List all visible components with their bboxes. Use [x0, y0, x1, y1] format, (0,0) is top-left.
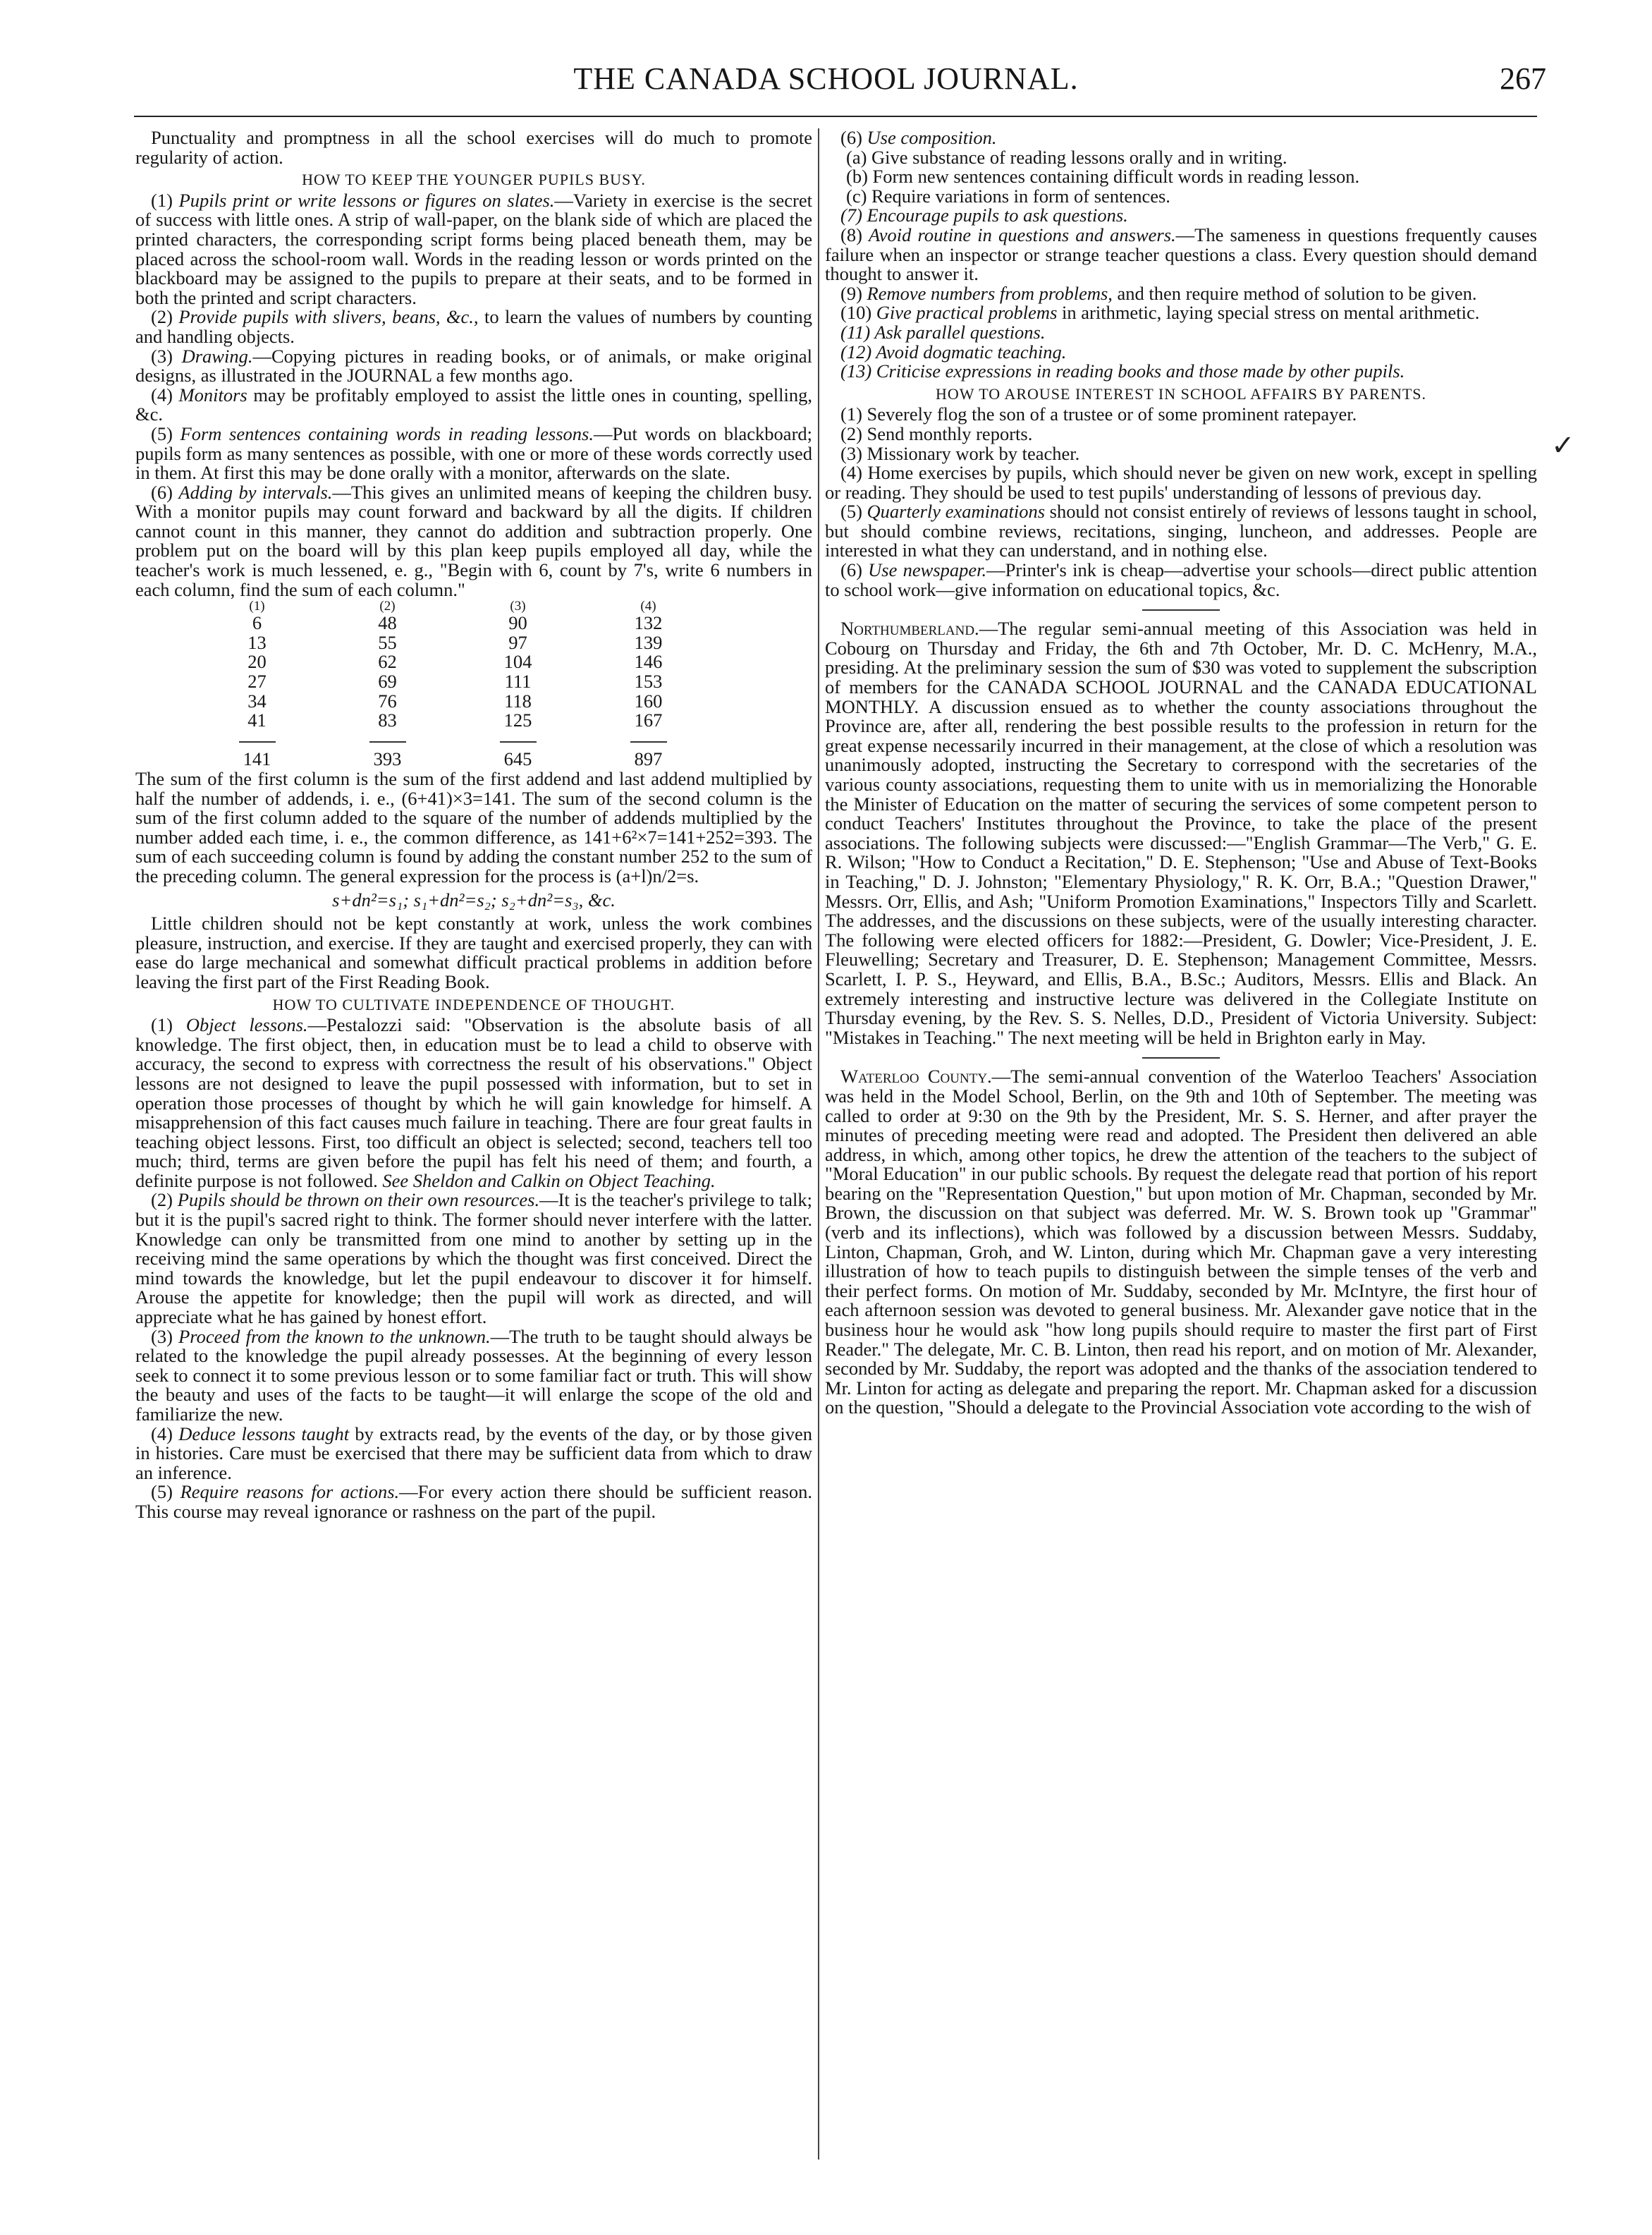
table-row: [192, 614, 714, 633]
independence-item-13: (13) Criticise expressions in reading books and those made by other pupils.: [840, 360, 1405, 382]
header-rule: [134, 116, 1537, 117]
parents-item-1: (1) Severely flog the son of a trustee or of some prominent ratepayer.: [840, 403, 1357, 425]
independence-item-7: (7) Encourage pupils to ask questions.: [840, 205, 1128, 226]
table-total-cell: 141: [243, 748, 271, 770]
parents-item-3: (3) Missionary work by teacher.: [840, 442, 1080, 464]
table-cell: 160: [634, 690, 663, 712]
independence-item-11: (11) Ask parallel questions.: [840, 321, 1046, 343]
journal-title: THE CANADA SCHOOL JOURNAL.: [573, 61, 1079, 96]
table-cell: 48: [378, 612, 397, 634]
table-cell: 20: [247, 651, 267, 673]
table-cell: 6: [252, 612, 262, 634]
independence-item-1: (1) Object lessons.—Pestalozzi said: "Observation is the absolute basis of all knowledge. The first object, then, in education must be to lead a child to observe with accuracy, the second to express with correctness the result of his observations." Object lessons are not designed to leave the pupil possessed with information, but to set in operation those processes of thought by which he will gain knowledge for himself. A misapprehension of this fact causes much failure in teaching. There are four great faults in teaching object lessons. First, too difficult an object is selected; second, teachers tell too much; third, terms are given before the pupil has felt his need of them; and fourth, a definite purpose is not followed. See Sheldon and Calkin on Object Teaching.: [135, 1014, 812, 1191]
table-row: [192, 672, 714, 692]
independence-item-6b: (b) Form new sentences containing difficult words in reading lesson.: [846, 166, 1360, 188]
table-cell: 34: [247, 690, 267, 712]
addition-table: [192, 599, 714, 769]
table-cell: 118: [504, 690, 532, 712]
table-total-cell: 393: [373, 748, 402, 770]
independence-item-9: (9) Remove numbers from problems, and then require method of solution to be given.: [840, 282, 1477, 304]
column-divider: [818, 128, 819, 2160]
waterloo-report: Waterloo County.—The semi-annual convention of the Waterloo Teachers' Association was held in the Model School, Berlin, on the 9th and 10th of September. The meeting was called to order at 9:30 on the 9th by the President, Mr. S. S. Herner, and after prayer the minutes of preceding meeting were read and adopted. The President then delivered an able address, in which, among other topics, he drew the attention of the teachers to the subject of "Moral Education" in our public schools. By request the delegate read that portion of his report bearing on the "Representation Question," but upon motion of Mr. Chapman, seconded by Mr. Brown, the discussion on that subject was deferred. Mr. W. S. Brown took up "Grammar" (verb and its inflections), which was followed by a discussion between Messrs. Suddaby, Linton, Chapman, Groh, and W. Linton, during which Mr. Chapman gave a very interesting illustration of how to teach pupils to distinguish between the simple tenses of the verb and their perfect forms. On motion of Mr. Suddaby, seconded by Mr. McIntyre, the first hour of each afternoon session was devoted to general business. Mr. Alexander gave notice that in the business hour he would ask "how long pupils should require to master the first part of First Reader." The delegate, Mr. C. B. Linton, then read his report, and on motion of Mr. Alexander, seconded by Mr. Suddaby, the report was adopted and the thanks of the association tendered to Mr. Linton for acting as delegate and preparing the report. Mr. Chapman asked for a discussion on the question, "Should a delegate to the Provincial Association vote according to the wish of: [825, 1066, 1537, 1418]
northumberland-report: Northumberland.—The regular semi-annual meeting of this Association was held in Cobourg on Thursday and Friday, the 6th and 7th October, Mr. D. C. McHenry, M.A., presiding. At the preliminary session the sum of $30 was voted to supplement the subscription of members for the CANADA SCHOOL JOURNAL and the CANADA EDUCATIONAL MONTHLY. A discussion ensued as to whether the county associations throughout the Province are, after all, rendering the best possible results to the profession in return for the great expense necessarily incurred in their management, at the close of which a resolution was unanimously adopted, instructing the Secretary to correspond with the secretaries of the various county associations, requesting them to unite with us in memorializing the Honorable the Minister of Education on the matter of securing the services of some competent person to conduct Teachers' Institutes throughout the Province, to take the place of the present associations. The following subjects were discussed:—"English Grammar—The Verb," G. E. R. Wilson; "How to Conduct a Recitation," D. E. Stephenson; "Use and Abuse of Text-Books in Teaching," D. J. Johnston; "Elementary Physiology," R. K. Orr, B.A.; "Question Drawer," Messrs. Orr, Ellis, and Ash; "Uniform Promotion Examinations," Inspectors Tilly and Scarlett. The addresses, and the discussions on these subjects, were of the usually interesting character. The following were elected officers for 1882:—President, G. Dowler; Vice-President, J. E. Fleuwelling; Secretary and Treasurer, D. E. Stephenson; Management Committee, Messrs. Scarlett, I. P. S., Heyward, and Ellis, B.A., B.Sc.; Auditors, Messrs. Ellis and Black. An extremely interesting and instructive lecture was delivered in the Collegiate Institute on Thursday evening, by the Rev. S. S. Nelles, D.D., President of Victoria University. Subject: "Mistakes in Teaching." The next meeting will be held in Brighton early in May.: [825, 618, 1537, 1048]
section-rule: [1142, 609, 1220, 611]
parents-item-4: (4) Home exercises by pupils, which should never be given on new work, except in spelling or reading. They should be used to test pupils' understanding of lessons of previous day.: [825, 462, 1537, 503]
page-header: [0, 61, 1652, 103]
table-cell: 104: [503, 651, 532, 673]
busy-item-6: (6) Adding by intervals.—This gives an unlimited means of keeping the children busy. With a monitor pupils may count forward and backward by all the digits. If children cannot count in this manner, they cannot do addition and subtraction properly. One problem put on the board will by this plan keep pupils employed all day, while the teacher's work is much lessened, e. g., "Begin with 6, count by 7's, write 6 numbers in each column, find the sum of each column.": [135, 481, 812, 600]
independence-item-3: (3) Proceed from the known to the unknown.—The truth to be taught should always be related to the knowledge the pupil already possesses. At the beginning of every lesson seek to connect it to some previous lesson or to some familiar fact or truth. This will show the beauty and uses of the facts to be taught—it will enlarge the scope of the old and familiarize the new.: [135, 1325, 812, 1425]
table-cell: 13: [247, 631, 267, 653]
table-cell: 97: [508, 631, 527, 653]
independence-item-6: (6) Use composition.: [840, 128, 997, 148]
parents-item-2: (2) Send monthly reports.: [840, 422, 1033, 444]
table-header-row: [192, 599, 714, 614]
table-header-cell: (2): [379, 599, 396, 614]
heading-parents: HOW TO AROUSE INTEREST IN SCHOOL AFFAIRS BY PARENTS.: [935, 384, 1426, 403]
table-totals-row: [192, 750, 714, 769]
independence-item-10: (10) Give practical problems in arithmetic, laying special stress on mental arithmetic.: [840, 302, 1480, 324]
section-rule: [1142, 1057, 1220, 1059]
sum-explanation: The sum of the first column is the sum of the first addend and last addend multiplied by half the number of addends, i. e., (6+41)×3=141. The sum of the second column is the sum of the first column added to the square of the number of addends multiplied by the number added each time, i. e., the common difference, as 141+6²×7=141+252=393. The sum of each succeeding column is found by adding the constant number 252 to the sum of the preceding column. The general expression for the process is (a+l)n/2=s.: [135, 768, 812, 887]
table-cell: 153: [634, 671, 663, 693]
parents-item-6: (6) Use newspaper.—Printer's ink is cheap—advertise your schools—direct public attention to school work—give information on educational topics, &c.: [825, 559, 1537, 600]
table-cell: 90: [508, 612, 527, 634]
busy-item-1: (1) Pupils print or write lessons or figures on slates.—Variety in exercise is the secret of success with little ones. A strip of wall-paper, on the blank side of which are placed the printed characters, the corresponding script forms being placed beneath them, may be placed across the school-room wall. Words in the reading lesson or words printed on the blackboard may be assigned to the pupils to prepare at their seats, and to be formed in both the printed and script characters.: [135, 189, 812, 308]
table-cell: 111: [504, 671, 532, 693]
table-sum-rule: [192, 731, 714, 750]
table-cell: 69: [378, 671, 397, 693]
independence-item-2: (2) Pupils should be thrown on their own resources.—It is the teacher's privilege to talk; but it is the pupil's sacred right to think. The former should never interfere with the latter. Knowledge can only be transmitted from one mind to another by setting up in the receiving mind the same operations by which the thought was first conceived. Direct the mind towards the knowledge, but let the pupil endeavour to discover it for himself. Arouse the appetite for knowledge; then the pupil will work as directed, and will appreciate what he has gained by honest effort.: [135, 1189, 812, 1328]
independence-item-6c: (c) Require variations in form of sentences.: [846, 185, 1170, 207]
table-row: [192, 692, 714, 712]
table-header-cell: (4): [640, 599, 656, 614]
table-row: [192, 633, 714, 653]
busy-item-3: (3) Drawing.—Copying pictures in reading books, or of animals, or make original designs, as illustrated in the JOURNAL a few months ago.: [135, 345, 812, 386]
busy-item-2: (2) Provide pupils with slivers, beans, &c., to learn the values of numbers by counting and handling objects.: [135, 306, 812, 347]
table-row: [192, 652, 714, 672]
right-column: [825, 128, 1537, 2174]
table-total-cell: 645: [503, 748, 532, 770]
table-total-cell: 897: [634, 748, 663, 770]
table-header-cell: (3): [510, 599, 526, 614]
independence-item-5: (5) Require reasons for actions.—For every action there should be sufficient reason. This course may reveal ignorance or rashness on the part of the pupil.: [135, 1481, 812, 1522]
table-cell: 139: [634, 631, 663, 653]
parents-item-5: (5) Quarterly examinations should not consist entirely of reviews of lessons taught in school, but should combine reviews, recitations, singing, luncheon, and addresses. People are interested in what they can understand, and in nothing else.: [825, 501, 1537, 561]
table-header-cell: (1): [249, 599, 265, 614]
table-cell: 27: [247, 671, 267, 693]
busy-item-5: (5) Form sentences containing words in reading lessons.—Put words on blackboard; pupils form as many sentences as possible, with one or more of these words correctly used in them. At first this may be done orally with a monitor, afterwards on the slate.: [135, 422, 812, 484]
table-cell: 132: [634, 612, 663, 634]
intro-paragraph: Punctuality and promptness in all the school exercises will do much to promote regularity of action.: [135, 128, 812, 168]
general-formula: s+dn²=s₁; s₁+dn²=s₂; s₂+dn²=s₃, &c.: [332, 889, 616, 911]
heading-keep-busy: HOW TO KEEP THE YOUNGER PUPILS BUSY.: [302, 171, 646, 189]
table-cell: 83: [378, 710, 397, 731]
table-cell: 41: [247, 710, 267, 731]
table-cell: 55: [378, 631, 397, 653]
table-cell: 146: [634, 651, 663, 673]
table-cell: 125: [503, 710, 532, 731]
independence-item-6a: (a) Give substance of reading lessons orally and in writing.: [846, 146, 1287, 168]
busy-item-4: (4) Monitors may be profitably employed to assist the little ones in counting, spelling, &c.: [135, 384, 812, 425]
heading-independence: HOW TO CULTIVATE INDEPENDENCE OF THOUGHT.: [272, 995, 675, 1013]
table-row: [192, 711, 714, 731]
table-cell: 167: [634, 710, 663, 731]
table-cell: 76: [378, 690, 397, 712]
page-number: 267: [1500, 61, 1546, 96]
independence-item-8: (8) Avoid routine in questions and answers.—The sameness in questions frequently causes failure when an inspector or strange teacher questions a class. Every question should demand thought to answer it.: [825, 224, 1537, 285]
table-cell: 62: [378, 651, 397, 673]
check-mark-icon: ✓: [1551, 430, 1575, 461]
left-column: [135, 128, 812, 2174]
little-children-paragraph: Little children should not be kept constantly at work, unless the work combines pleasure, instruction, and exercise. If they are taught and exercised properly, they can with ease do large mechanical and somewhat difficult practical problems in addition before leaving the first part of the First Reading Book.: [135, 913, 812, 992]
independence-item-12: (12) Avoid dogmatic teaching.: [840, 341, 1067, 363]
independence-item-4: (4) Deduce lessons taught by extracts read, by the events of the day, or by those given in histories. Care must be exercised that there may be sufficient data from which to draw an inference.: [135, 1423, 812, 1483]
